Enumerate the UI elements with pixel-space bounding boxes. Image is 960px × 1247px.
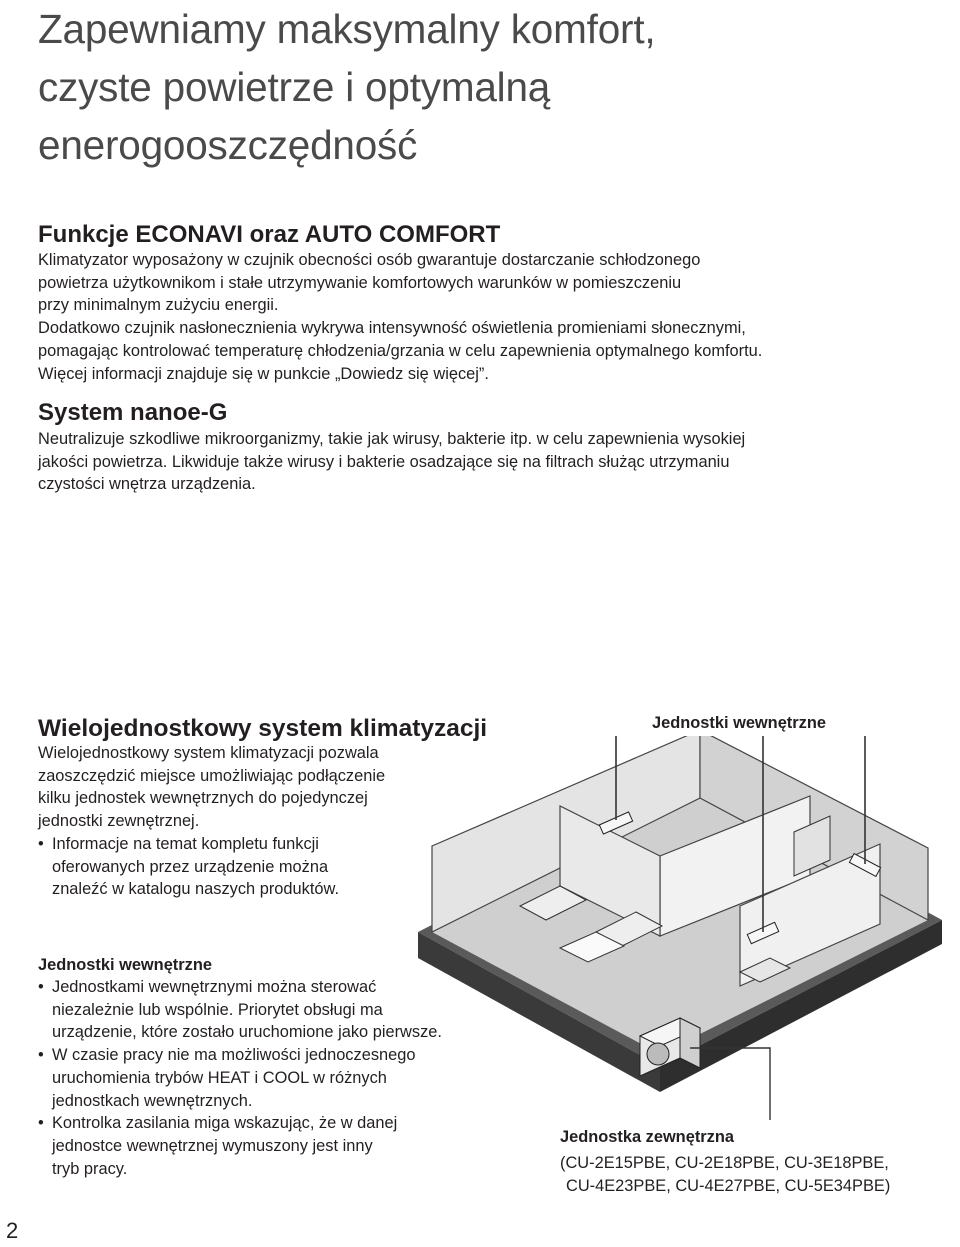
indoor-bullet-line: • W czasie pracy nie ma możliwości jednoczesnego: [52, 1046, 416, 1065]
indoor-bullets: [38, 976, 442, 1180]
nanoe-line: czystości wnętrza urządzenia.: [38, 475, 256, 494]
house-illustration: [410, 736, 950, 1136]
econavi-line: pomagając kontrolować temperaturę chłodzenia/grzania w celu zapewnienia optymalnego komfortu.: [38, 341, 763, 360]
indoor-bullet-line: uruchomienia trybów HEAT i COOL w różnych: [52, 1068, 387, 1087]
figure-label-indoor: Jednostki wewnętrzne: [652, 714, 826, 732]
multi-line: jednostki zewnętrznej.: [38, 812, 200, 831]
econavi-line: powietrza użytkownikom i stałe utrzymywanie komfortowych warunków w pomieszczeniu: [38, 273, 682, 292]
indoor-bullet-line: jednostce wewnętrznej wymuszony jest inny: [52, 1136, 373, 1155]
nanoe-line: jakości powietrza. Likwiduje także wirusy i bakterie osadzające się na filtrach służąc utrzymaniu: [38, 452, 730, 471]
indoor-bullet-line: • Kontrolka zasilania miga wskazując, że w danej: [52, 1114, 398, 1133]
indoor-bullet: [38, 1112, 442, 1180]
figure-label-outdoor: Jednostka zewnętrzna: [560, 1128, 734, 1146]
multi-bullet-line: • Informacje na temat kompletu funkcji: [52, 834, 319, 853]
multi-bullet-line: oferowanych przez urządzenie można: [52, 857, 329, 876]
econavi-text: [38, 249, 762, 385]
fan-icon: [647, 1043, 669, 1065]
nanoe-text: [38, 428, 745, 496]
econavi-line: Dodatkowo czujnik nasłonecznienia wykrywa intensywność oświetlenia promieniami słonecznymi,: [38, 319, 746, 338]
indoor-bullet: [38, 976, 442, 1044]
indoor-heading: Jednostki wewnętrzne: [38, 956, 212, 974]
multi-bullet: [38, 833, 385, 901]
multi-text: [38, 742, 385, 901]
indoor-bullet-line: urządzenie, które zostało uruchomione jako pierwsze.: [52, 1023, 442, 1042]
indoor-bullet-line: tryb pracy.: [52, 1159, 128, 1178]
title-line-2: czyste powietrze i optymalną: [38, 64, 551, 110]
nanoe-line: Neutralizuje szkodliwe mikroorganizmy, takie jak wirusy, bakterie itp. w celu zapewnienia wysokiej: [38, 430, 746, 448]
multi-line: kilku jednostek wewnętrznych do pojedynczej: [38, 789, 368, 808]
multi-line: Wielojednostkowy system klimatyzacji pozwala: [38, 744, 379, 762]
indoor-bullet-line: jednostkach wewnętrznych.: [52, 1091, 253, 1110]
econavi-line: Klimatyzator wyposażony w czujnik obecności osób gwarantuje dostarczanie schłodzonego: [38, 251, 701, 269]
models-line-2: CU-4E23PBE, CU-4E27PBE, CU-5E34PBE): [566, 1176, 891, 1195]
multi-line: zaoszczędzić miejsce umożliwiając podłączenie: [38, 766, 386, 785]
indoor-bullet: [38, 1044, 442, 1112]
nanoe-heading: System nanoe-G: [38, 399, 228, 426]
indoor-bullet-line: • Jednostkami wewnętrznymi można sterować: [52, 978, 377, 996]
multi-heading: Wielojednostkowy system klimatyzacji: [38, 715, 488, 742]
page-number: 2: [6, 1218, 19, 1243]
title-line-1: Zapewniamy maksymalny komfort,: [38, 6, 656, 52]
multi-bullet-line: znaleźć w katalogu naszych produktów.: [52, 880, 339, 899]
title-line-3: enerogooszczędność: [38, 122, 418, 168]
page-title: [38, 0, 918, 174]
indoor-bullet-line: niezależnie lub wspólnie. Priorytet obsługi ma: [52, 1000, 383, 1019]
econavi-line: przy minimalnym zużyciu energii.: [38, 296, 279, 315]
figure-models: [560, 1152, 890, 1197]
econavi-heading: Funkcje ECONAVI oraz AUTO COMFORT: [38, 221, 501, 248]
econavi-line: Więcej informacji znajduje się w punkcie „Dowiedz się więcej”.: [38, 364, 489, 383]
models-line-1: (CU-2E15PBE, CU-2E18PBE, CU-3E18PBE,: [560, 1154, 889, 1172]
